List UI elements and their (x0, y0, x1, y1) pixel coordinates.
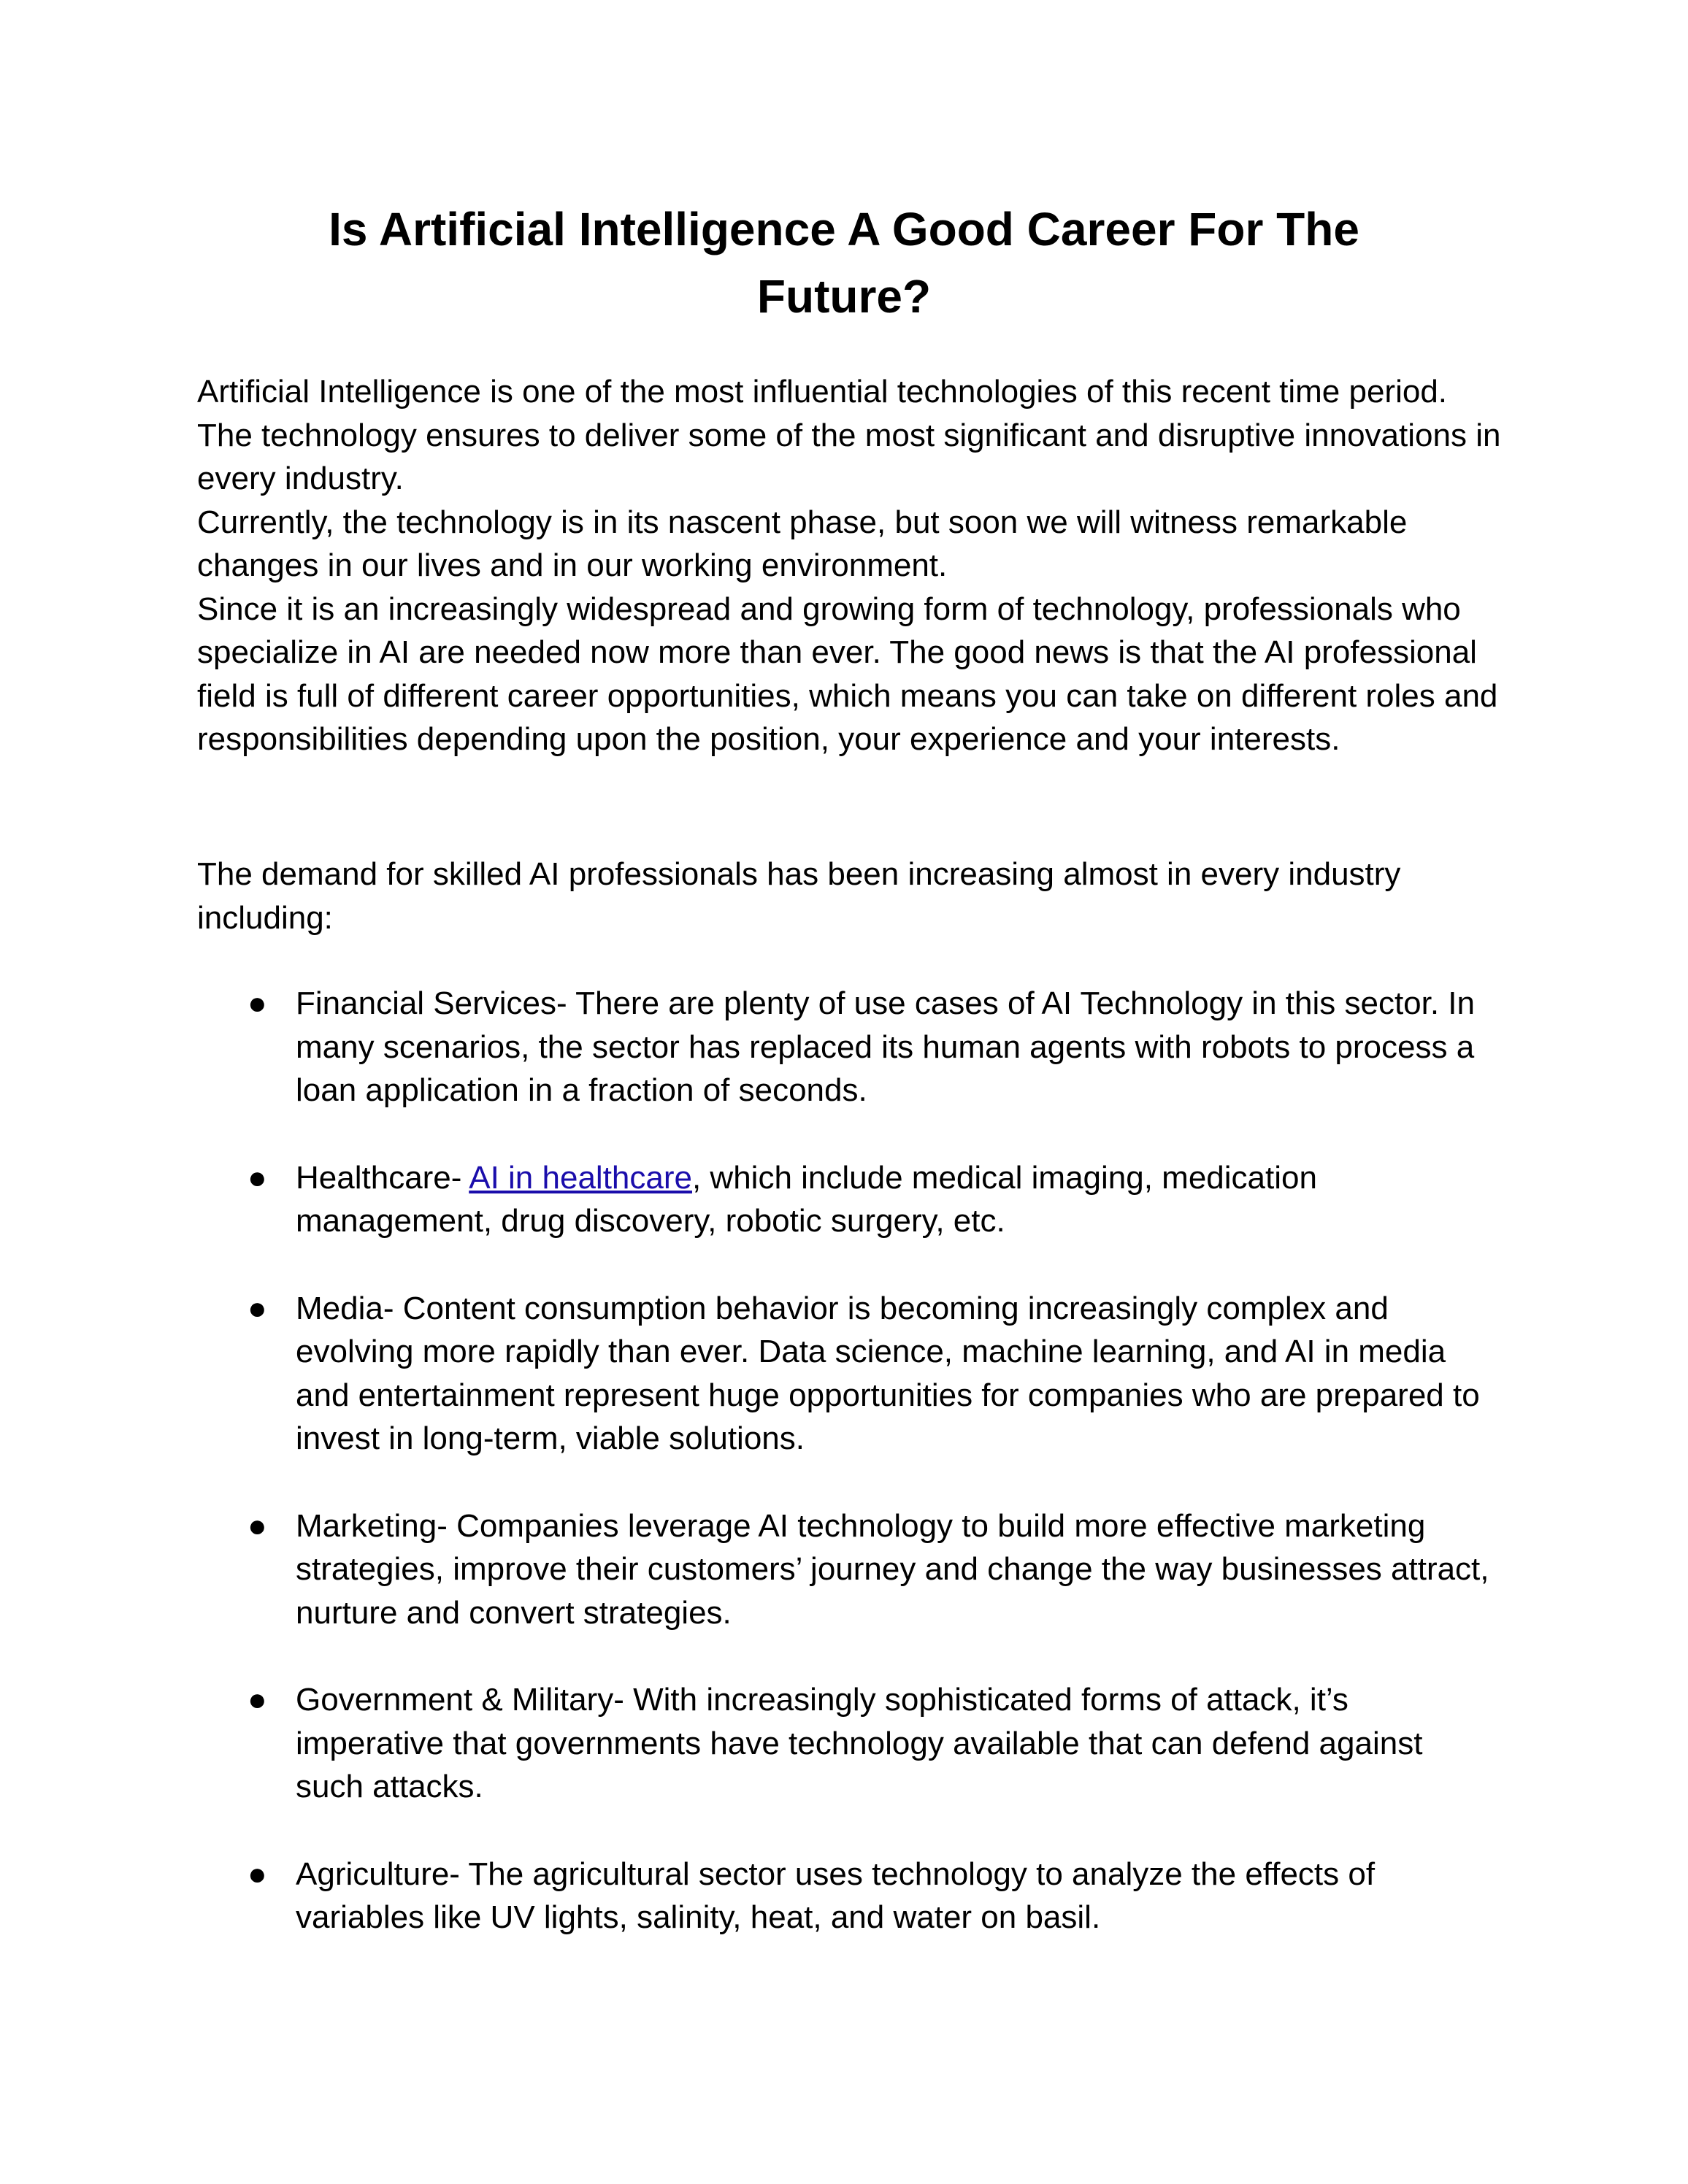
title-line-1: Is Artificial Intelligence A Good Career For The (329, 203, 1359, 255)
bullet-icon: ● (248, 1856, 267, 1892)
document-title (197, 196, 1491, 330)
list-item-text: Financial Services- There are plenty of use cases of AI Technology in this sector. In many scenarios, the sector has replaced its human agents with robots to process a loan application in a fraction of seconds. (296, 985, 1476, 1108)
industry-list (0, 982, 1688, 1983)
ai-in-healthcare-link[interactable]: AI in healthcare (469, 1159, 692, 1196)
list-item-media (0, 1287, 1688, 1461)
healthcare-suffix: , which include medical imaging, medication management, drug discovery, robotic surgery, etc. (296, 1159, 1317, 1239)
intro-paragraph-1: Artificial Intelligence is one of the most influential technologies of this recent time period. The technology ensures to deliver some of the most significant and disruptive innovations in every industry. (197, 374, 1501, 496)
bullet-icon: ● (248, 1507, 267, 1544)
list-item-healthcare (0, 1156, 1688, 1243)
demand-paragraph: The demand for skilled AI professionals has been increasing almost in every industry including: (197, 856, 1401, 936)
intro-paragraph-2: Currently, the technology is in its nascent phase, but soon we will witness remarkable changes in our lives and in our working environment. (197, 504, 1408, 583)
bullet-icon: ● (248, 1290, 267, 1326)
intro-paragraph-3: Since it is an increasingly widespread and growing form of technology, professionals who specialize in AI are needed now more than ever. The good news is that the AI professional field is full of different career opportunities, which means you can take on different roles and responsibilities depending upon the position, your experience and your interests. (197, 591, 1498, 757)
list-item-text: Marketing- Companies leverage AI technology to build more effective marketing strategies, improve their customers’ journey and change the way businesses attract, nurture and convert strategies. (296, 1507, 1489, 1631)
bullet-icon: ● (248, 985, 267, 1021)
title-line-2: Future? (756, 270, 932, 323)
intro-section (197, 370, 1504, 761)
bullet-icon: ● (248, 1682, 267, 1718)
list-item-financial-services (0, 982, 1688, 1112)
list-item-government-military (0, 1678, 1688, 1809)
list-item-text: Agriculture- The agricultural sector uses technology to analyze the effects of variables like UV lights, salinity, heat, and water on basil. (296, 1856, 1376, 1935)
bullet-icon: ● (248, 1159, 267, 1196)
list-item-marketing (0, 1504, 1688, 1635)
list-item-text: Media- Content consumption behavior is becoming increasingly complex and evolving more rapidly than ever. Data science, machine learning, and AI in media and entertainment represent huge opportunities for companies who are prepared to invest in long-term, viable solutions. (296, 1290, 1480, 1456)
healthcare-prefix: Healthcare- (296, 1159, 469, 1196)
list-item-agriculture (0, 1853, 1688, 1939)
list-item-text (296, 1156, 1493, 1243)
list-item-text: Government & Military- With increasingly sophisticated forms of attack, it’s imperative that governments have technology available that can defend against such attacks. (296, 1682, 1423, 1804)
